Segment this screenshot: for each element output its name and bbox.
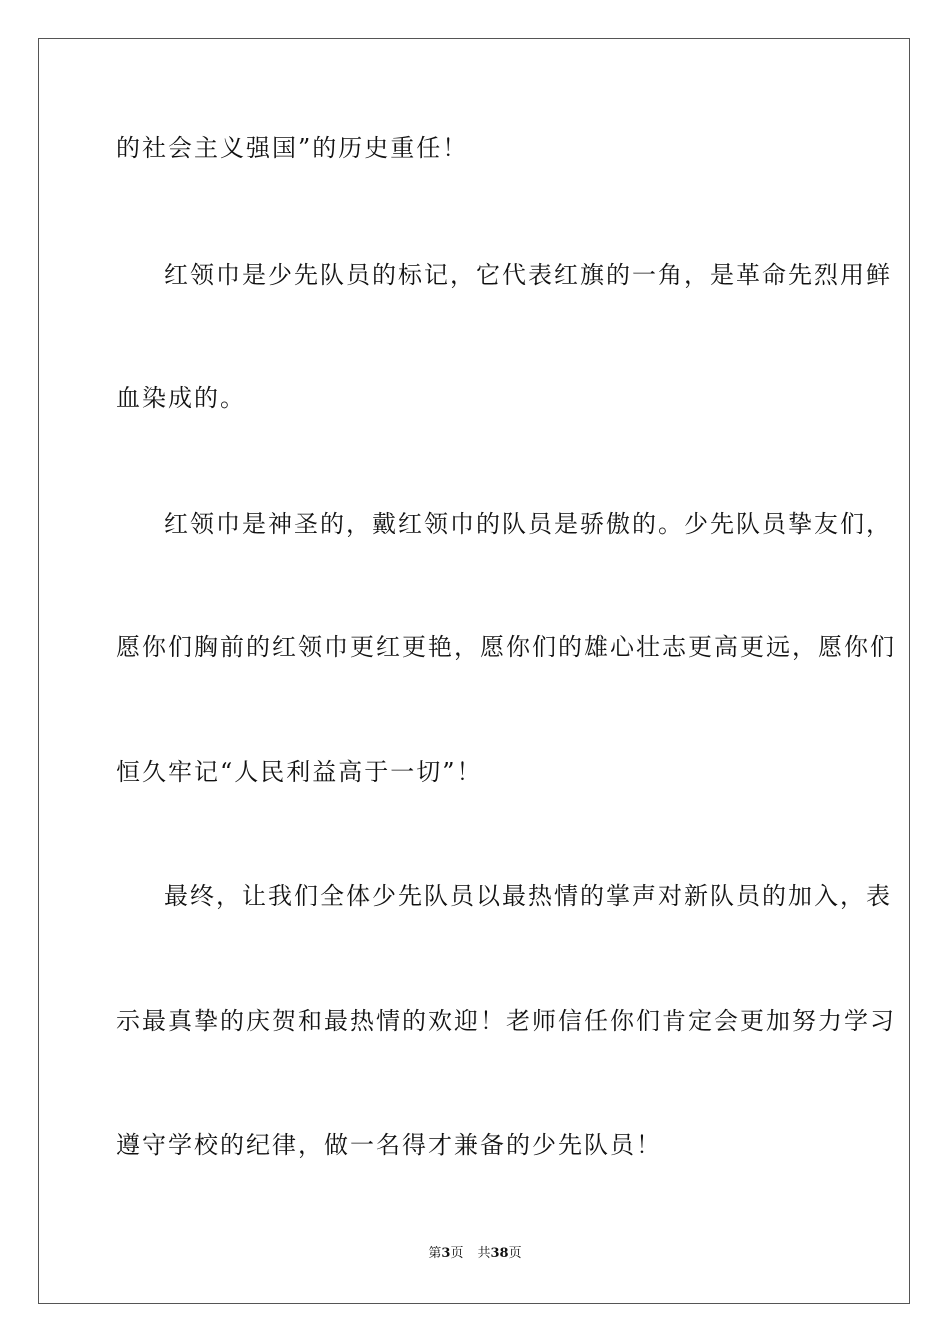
page-footer [0, 1245, 950, 1263]
body-line-6: 恒久牢记“人民利益高于一切”！ [116, 758, 483, 786]
body-line-4: 红领巾是神圣的，戴红领巾的队员是骄傲的。少先队员挚友们， [164, 510, 892, 538]
body-line-8: 示最真挚的庆贺和最热情的欢迎！老师信任你们肯定会更加努力学习 [116, 1007, 896, 1035]
body-line-9: 遵守学校的纪律，做一名得才兼备的少先队员！ [116, 1131, 662, 1159]
body-line-1: 的社会主义强国”的历史重任！ [116, 134, 469, 162]
body-line-7: 最终，让我们全体少先队员以最热情的掌声对新队员的加入，表 [164, 882, 892, 910]
page-label-prefix: 第 [428, 1246, 442, 1261]
total-label-prefix: 共 [477, 1246, 491, 1261]
page-label-suffix: 页 [450, 1246, 464, 1261]
body-line-5: 愿你们胸前的红领巾更红更艳，愿你们的雄心壮志更高更远，愿你们 [116, 633, 896, 661]
body-line-3: 血染成的。 [116, 384, 246, 412]
body-line-2: 红领巾是少先队员的标记，它代表红旗的一角，是革命先烈用鲜 [164, 261, 892, 289]
page-border [38, 38, 910, 1304]
total-label-suffix: 页 [508, 1246, 522, 1261]
page-number: 3 [441, 1246, 451, 1261]
total-pages: 38 [490, 1246, 509, 1261]
